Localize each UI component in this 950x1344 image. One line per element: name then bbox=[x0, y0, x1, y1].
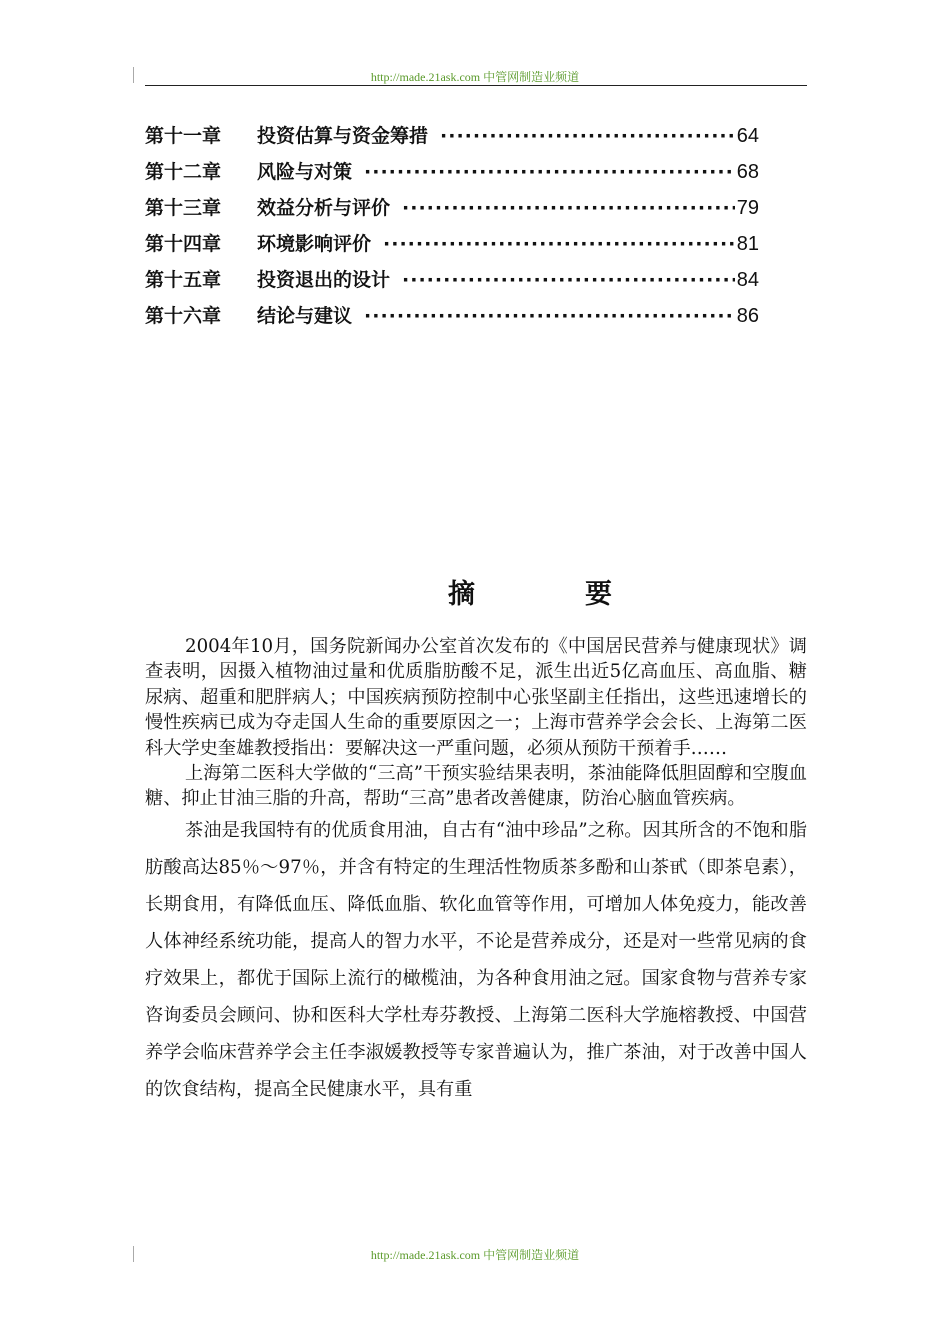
toc-title: 环境影响评价 bbox=[257, 233, 372, 255]
header-link[interactable]: http://made.21ask.com 中管网制造业频道 bbox=[370, 70, 580, 84]
toc-title: 效益分析与评价 bbox=[257, 197, 391, 219]
toc-leader-dots bbox=[402, 197, 735, 219]
toc-leader-dots bbox=[364, 161, 735, 183]
toc-chapter: 第十五章 bbox=[145, 269, 222, 291]
abstract-body bbox=[145, 634, 807, 1108]
abstract-heading: 摘要 bbox=[448, 579, 722, 610]
footer-link[interactable]: http://made.21ask.com 中管网制造业频道 bbox=[370, 1248, 580, 1262]
header-rule bbox=[145, 85, 807, 86]
toc-page-number: 81 bbox=[736, 233, 759, 255]
toc-page-number: 86 bbox=[736, 305, 759, 327]
toc-page-number: 84 bbox=[736, 269, 759, 291]
toc-chapter: 第十四章 bbox=[145, 233, 222, 255]
toc-page-number: 68 bbox=[736, 161, 759, 183]
toc-leader-dots bbox=[383, 233, 735, 255]
toc-entry[interactable] bbox=[145, 301, 759, 337]
toc-title: 风险与对策 bbox=[257, 161, 353, 183]
toc-title: 结论与建议 bbox=[257, 305, 353, 327]
toc-title: 投资退出的设计 bbox=[257, 269, 391, 291]
table-of-contents bbox=[145, 121, 759, 337]
top-corner-mark bbox=[133, 67, 134, 83]
toc-entry[interactable] bbox=[145, 265, 759, 301]
toc-page-number: 64 bbox=[736, 125, 759, 147]
toc-leader-dots bbox=[440, 125, 735, 147]
toc-chapter: 第十三章 bbox=[145, 197, 222, 219]
toc-title: 投资估算与资金筹措 bbox=[257, 125, 429, 147]
toc-chapter: 第十一章 bbox=[145, 125, 222, 147]
toc-leader-dots bbox=[402, 269, 735, 291]
toc-leader-dots bbox=[364, 305, 735, 327]
abstract-paragraph: 2004年10月，国务院新闻办公室首次发布的《中国居民营养与健康现状》调查表明，因摄入植物油过量和优质脂肪酸不足，派生出近5亿高血压、高血脂、糖尿病、超重和肥胖病人；中国疾病预防控制中心张坚副主任指出，这些迅速增长的慢性疾病已成为夺走国人生命的重要原因之一；上海市营养学会会长、上海第二医科大学史奎雄教授指出：要解决这一严重问题，必须从预防干预着手…… bbox=[145, 636, 807, 759]
toc-entry[interactable] bbox=[145, 157, 759, 193]
toc-entry[interactable] bbox=[145, 193, 759, 229]
bottom-corner-mark bbox=[133, 1246, 134, 1262]
toc-entry[interactable] bbox=[145, 121, 759, 157]
toc-chapter: 第十二章 bbox=[145, 161, 222, 183]
toc-entry[interactable] bbox=[145, 229, 759, 265]
abstract-paragraph: 茶油是我国特有的优质食用油，自古有“油中珍品”之称。因其所含的不饱和脂肪酸高达85％～97％，并含有特定的生理活性物质茶多酚和山茶甙（即茶皂素），长期食用，有降低血压、降低血脂、软化血管等作用，可增加人体免疫力，能改善人体神经系统功能，提高人的智力水平，不论是营养成分，还是对一些常见病的食疗效果上，都优于国际上流行的橄榄油，为各种食用油之冠。国家食物与营养专家咨询委员会顾问、协和医科大学杜寿芬教授、上海第二医科大学施榕教授、中国营养学会临床营养学会主任李淑媛教授等专家普遍认为，推广茶油，对于改善中国人的饮食结构，提高全民健康水平，具有重 bbox=[145, 819, 807, 1100]
abstract-paragraph: 上海第二医科大学做的“三高”干预实验结果表明，茶油能降低胆固醇和空腹血糖、抑止甘油三脂的升高，帮助“三高”患者改善健康，防治心脑血管疾病。 bbox=[145, 763, 807, 810]
toc-chapter: 第十六章 bbox=[145, 305, 222, 327]
toc-page-number: 79 bbox=[736, 197, 759, 219]
